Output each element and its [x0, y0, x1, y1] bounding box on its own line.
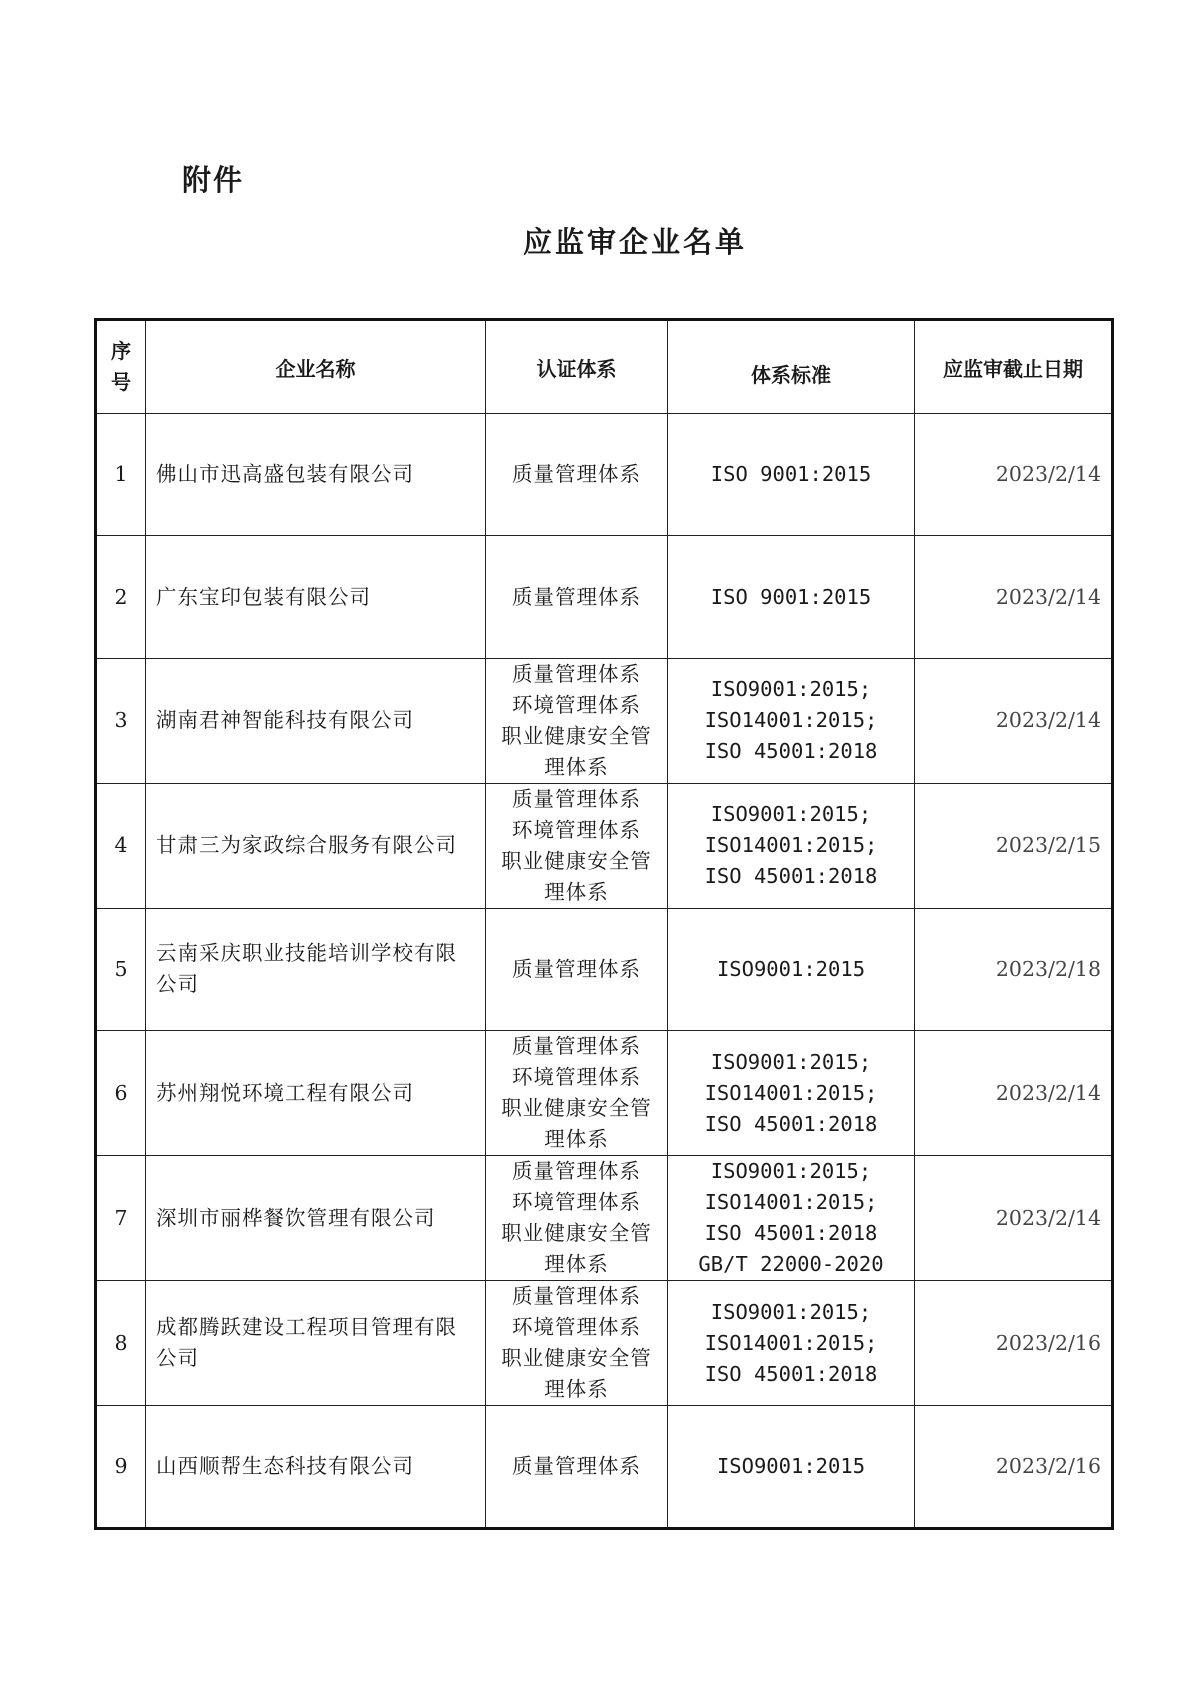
system-line: 质量管理体系	[512, 786, 641, 811]
system-line: 职业健康安全管	[501, 1346, 652, 1371]
standard-line: ISO9001:2015	[716, 1453, 866, 1478]
table-header	[96, 320, 1113, 414]
standard-line: ISO9001:2015	[716, 956, 866, 981]
system-line: 环境管理体系	[512, 1315, 641, 1340]
company-name-cell: 广东宝印包装有限公司	[146, 536, 486, 658]
deadline-cell: 2023/2/14	[915, 536, 1113, 658]
header-company-name: 企业名称	[146, 320, 486, 414]
company-name-cell: 山西顺帮生态科技有限公司	[146, 1406, 486, 1528]
certification-system-cell	[486, 783, 668, 908]
system-line: 理体系	[544, 754, 609, 779]
certification-system-cell	[486, 658, 668, 783]
serial-number-cell: 1	[96, 414, 146, 536]
system-line: 环境管理体系	[512, 1190, 641, 1215]
system-line: 职业健康安全管	[501, 1096, 652, 1121]
deadline-cell: 2023/2/15	[915, 783, 1113, 908]
system-line: 质量管理体系	[512, 1453, 641, 1478]
standard-line: ISO9001:2015;	[710, 677, 872, 702]
standard-line: ISO9001:2015;	[710, 1049, 872, 1074]
system-line: 职业健康安全管	[501, 1221, 652, 1246]
standard-line: ISO14001:2015;	[704, 1080, 878, 1105]
serial-number-cell: 8	[96, 1281, 146, 1406]
standard-line: ISO 45001:2018	[704, 1111, 878, 1136]
system-standard-cell	[668, 1156, 915, 1281]
table-row	[96, 1031, 1113, 1156]
standard-line: GB/T 22000-2020	[698, 1252, 884, 1277]
deadline-cell: 2023/2/14	[915, 414, 1113, 536]
standard-line: ISO 9001:2015	[710, 584, 872, 609]
deadline-cell: 2023/2/18	[915, 908, 1113, 1030]
system-standard-cell	[668, 536, 915, 658]
header-serial-number	[96, 320, 146, 414]
document-title: 应监审企业名单	[522, 225, 747, 259]
serial-number-cell: 3	[96, 658, 146, 783]
header-certification-system: 认证体系	[486, 320, 668, 414]
standard-line: ISO9001:2015;	[710, 802, 872, 827]
system-line: 环境管理体系	[512, 817, 641, 842]
enterprise-list-table	[94, 318, 1114, 1530]
standard-line: ISO9001:2015;	[710, 1299, 872, 1324]
system-line: 职业健康安全管	[501, 723, 652, 748]
attachment-label: 附件	[182, 163, 245, 197]
certification-system-cell	[486, 908, 668, 1030]
company-name-cell: 深圳市丽桦餐饮管理有限公司	[146, 1156, 486, 1281]
deadline-cell: 2023/2/14	[915, 1156, 1113, 1281]
system-standard-cell	[668, 414, 915, 536]
company-name-cell: 湖南君神智能科技有限公司	[146, 658, 486, 783]
serial-number-cell: 5	[96, 908, 146, 1030]
serial-number-cell: 9	[96, 1406, 146, 1528]
table-row	[96, 1406, 1113, 1528]
table-row	[96, 658, 1113, 783]
company-name-cell: 佛山市迅高盛包装有限公司	[146, 414, 486, 536]
table-row	[96, 1156, 1113, 1281]
standard-line: ISO 9001:2015	[710, 462, 872, 487]
company-name-cell: 云南采庆职业技能培训学校有限公司	[146, 908, 486, 1030]
standard-line: ISO14001:2015;	[704, 1190, 878, 1215]
standard-line: ISO14001:2015;	[704, 708, 878, 733]
company-name-cell: 成都腾跃建设工程项目管理有限公司	[146, 1281, 486, 1406]
system-line: 质量管理体系	[512, 661, 641, 686]
company-name-cell: 苏州翔悦环境工程有限公司	[146, 1031, 486, 1156]
table-row	[96, 1281, 1113, 1406]
system-line: 质量管理体系	[512, 1284, 641, 1309]
certification-system-cell	[486, 1156, 668, 1281]
header-row	[96, 320, 1113, 414]
system-line: 理体系	[544, 1377, 609, 1402]
serial-number-cell: 6	[96, 1031, 146, 1156]
system-standard-cell	[668, 908, 915, 1030]
serial-number-cell: 7	[96, 1156, 146, 1281]
certification-system-cell	[486, 536, 668, 658]
system-line: 职业健康安全管	[501, 848, 652, 873]
system-standard-cell	[668, 1281, 915, 1406]
deadline-cell: 2023/2/14	[915, 1031, 1113, 1156]
table-row	[96, 536, 1113, 658]
table-row	[96, 783, 1113, 908]
system-standard-cell	[668, 783, 915, 908]
standard-line: ISO9001:2015;	[710, 1159, 872, 1184]
company-name-cell: 甘肃三为家政综合服务有限公司	[146, 783, 486, 908]
system-line: 理体系	[544, 1127, 609, 1152]
header-system-standard: 体系标准	[668, 320, 915, 414]
standard-line: ISO 45001:2018	[704, 1221, 878, 1246]
system-line: 质量管理体系	[512, 1159, 641, 1184]
table-row	[96, 908, 1113, 1030]
system-line: 质量管理体系	[512, 1034, 641, 1059]
deadline-cell: 2023/2/14	[915, 658, 1113, 783]
certification-system-cell	[486, 414, 668, 536]
standard-line: ISO 45001:2018	[704, 739, 878, 764]
system-line: 理体系	[544, 879, 609, 904]
standard-line: ISO14001:2015;	[704, 1330, 878, 1355]
certification-system-cell	[486, 1406, 668, 1528]
table-body	[96, 414, 1113, 1529]
serial-number-cell: 2	[96, 536, 146, 658]
system-standard-cell	[668, 658, 915, 783]
header-serial-line2: 号	[111, 370, 131, 394]
system-line: 环境管理体系	[512, 1065, 641, 1090]
system-line: 质量管理体系	[512, 956, 641, 981]
header-deadline: 应监审截止日期	[915, 320, 1113, 414]
standard-line: ISO 45001:2018	[704, 864, 878, 889]
system-standard-cell	[668, 1031, 915, 1156]
system-line: 质量管理体系	[512, 584, 641, 609]
serial-number-cell: 4	[96, 783, 146, 908]
standard-line: ISO 45001:2018	[704, 1361, 878, 1386]
system-standard-cell	[668, 1406, 915, 1528]
table-row	[96, 414, 1113, 536]
certification-system-cell	[486, 1281, 668, 1406]
system-line: 环境管理体系	[512, 692, 641, 717]
deadline-cell: 2023/2/16	[915, 1281, 1113, 1406]
deadline-cell: 2023/2/16	[915, 1406, 1113, 1528]
system-line: 质量管理体系	[512, 462, 641, 487]
header-serial-line1: 序	[111, 339, 131, 363]
system-line: 理体系	[544, 1252, 609, 1277]
standard-line: ISO14001:2015;	[704, 833, 878, 858]
certification-system-cell	[486, 1031, 668, 1156]
